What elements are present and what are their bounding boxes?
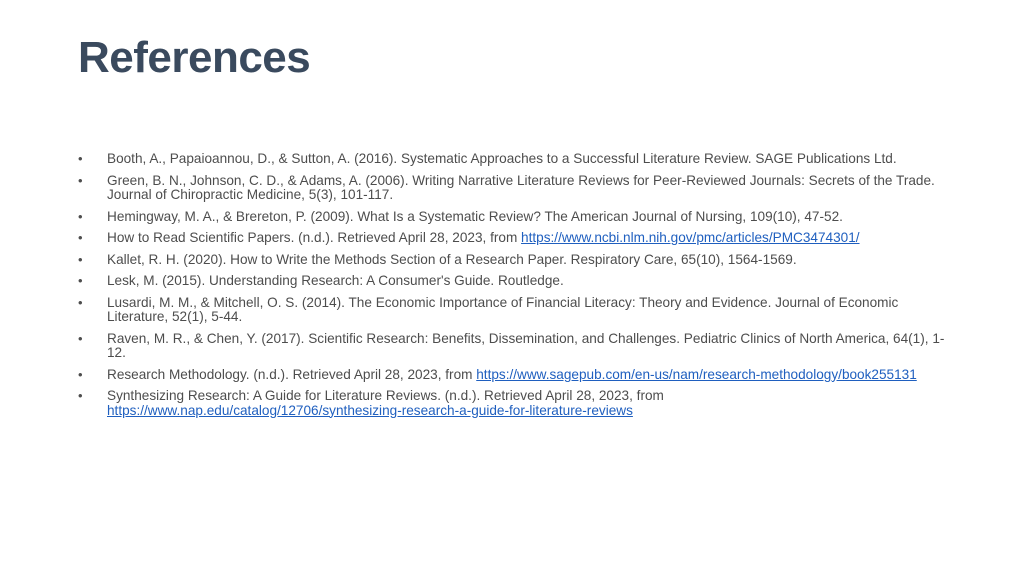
bullet-icon: • [78,294,83,310]
bullet-icon: • [78,208,83,224]
reference-text: Hemingway, M. A., & Brereton, P. (2009). What Is a Systematic Review? The American Journal of Nursing, 109(10), 47-52. [107,208,843,224]
reference-text: Green, B. N., Johnson, C. D., & Adams, A. (2006). Writing Narrative Literature Reviews for Peer-Reviewed Journals: Secrets of the Trade. Journal of Chiropractic Medicine, 5(3), 101-117. [107,172,935,202]
bullet-icon: • [78,172,83,188]
page-title: References [78,33,311,82]
reference-text: How to Read Scientific Papers. (n.d.). Retrieved April 28, 2023, from [107,230,522,245]
reference-text: Synthesizing Research: A Guide for Literature Reviews. (n.d.). Retrieved April 28, 2023, from [107,388,664,403]
reference-item [78,253,958,268]
bullet-icon: • [78,230,83,245]
reference-item [78,274,958,289]
bullet-icon: • [78,330,83,346]
reference-item [78,231,958,246]
reference-text: Kallet, R. H. (2020). How to Write the Methods Section of a Research Paper. Respiratory Care, 65(10), 1564-1569. [107,251,797,267]
reference-text: Lusardi, M. M., & Mitchell, O. S. (2014). The Economic Importance of Financial Literacy: Theory and Evidence. Journal of Economic Literature, 52(1), 5-44. [107,294,899,324]
reference-item [78,152,958,167]
reference-text: Lesk, M. (2015). Understanding Research: A Consumer's Guide. Routledge. [107,273,564,288]
bullet-icon: • [78,273,83,288]
reference-link[interactable]: https://www.nap.edu/catalog/12706/synthesizing-research-a-guide-for-literature-reviews [107,402,633,418]
reference-item [78,210,958,225]
reference-text: Research Methodology. (n.d.). Retrieved April 28, 2023, from [107,366,477,382]
reference-item [78,332,958,361]
reference-item [78,389,958,418]
bullet-icon: • [78,251,83,267]
reference-link[interactable]: https://www.ncbi.nlm.nih.gov/pmc/articles/PMC3474301/ [521,230,860,245]
reference-item [78,296,958,325]
reference-text: Booth, A., Papaioannou, D., & Sutton, A. (2016). Systematic Approaches to a Successful Literature Review. SAGE Publications Ltd. [107,151,897,166]
bullet-icon: • [78,388,83,403]
references-list [78,152,958,425]
reference-item [78,174,958,203]
reference-link[interactable]: https://www.sagepub.com/en-us/nam/research-methodology/book255131 [476,366,917,382]
bullet-icon: • [78,366,83,382]
reference-item [78,368,958,383]
bullet-icon: • [78,151,83,166]
reference-text: Raven, M. R., & Chen, Y. (2017). Scientific Research: Benefits, Dissemination, and Challenges. Pediatric Clinics of North America, 64(1), 1-12. [107,330,945,360]
